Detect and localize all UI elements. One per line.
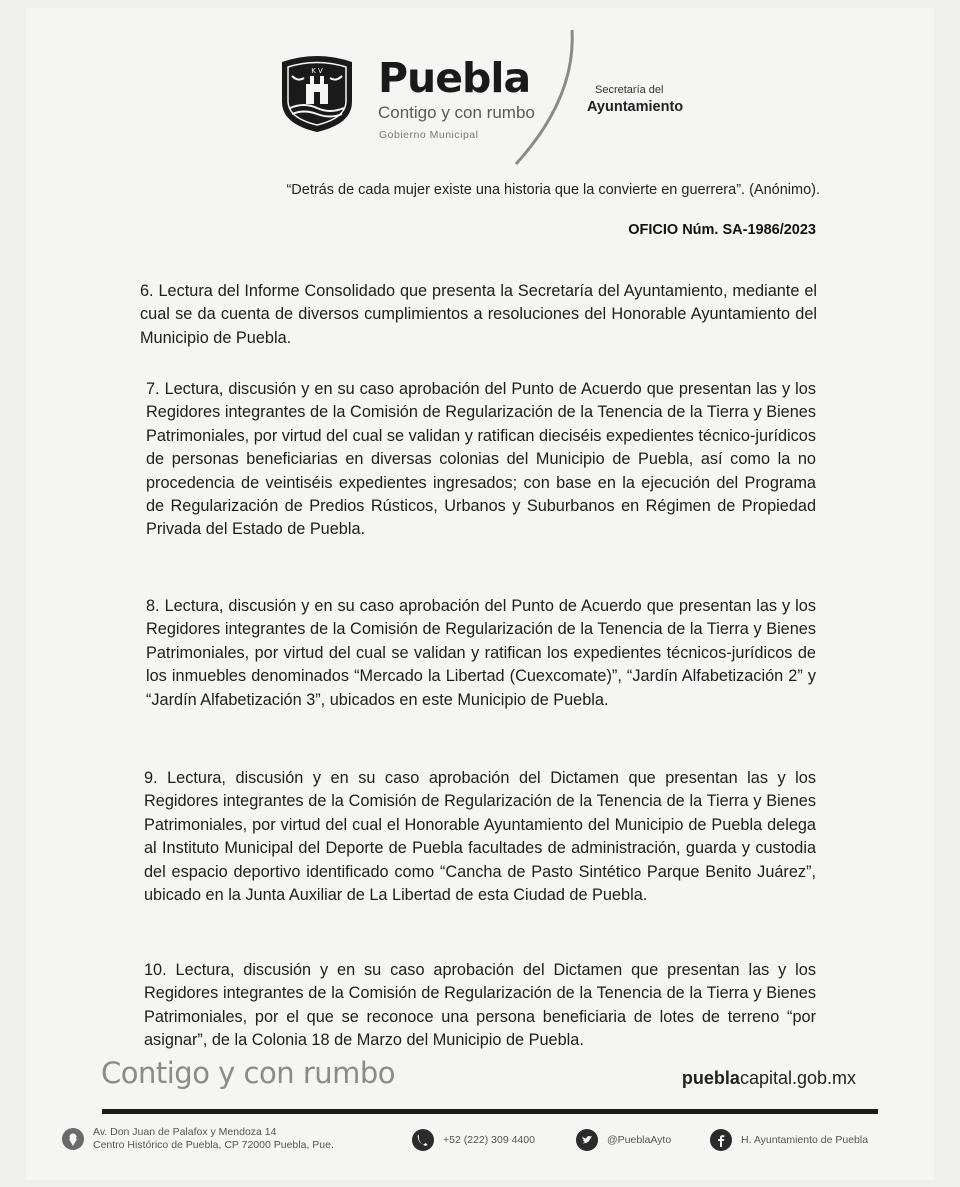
phone-number: +52 (222) 309 4400 bbox=[443, 1134, 535, 1146]
twitter-handle: @PueblaAyto bbox=[607, 1134, 672, 1146]
agenda-item-8: 8. Lectura, discusión y en su caso aprobación del Punto de Acuerdo que presentan las y los Regidores integrantes de la Comisión de Regularización de la Tenencia de la Tierra y Bienes Patrimoniales, por virtud del cual se validan y ratifican los expedientes técnicos-jurídicos de los inmuebles denominados “Mercado la Libertad (Cuexcomate)”, “Jardín Alfabetización 2” y “Jardín Alfabetización 3”, ubicados en este Municipio de Puebla. bbox=[146, 597, 816, 709]
agenda-item-6: 6. Lectura del Informe Consolidado que presenta la Secretaría del Ayuntamiento, mediante el cual se da cuenta de diversos cumplimientos a resoluciones del Honorable Ayuntamiento del Municipio de Puebla. bbox=[140, 282, 817, 347]
facebook-page: H. Ayuntamiento de Puebla bbox=[741, 1134, 869, 1146]
phone-icon bbox=[412, 1129, 434, 1151]
document-page bbox=[26, 8, 934, 1180]
footer-facebook[interactable] bbox=[710, 1129, 868, 1151]
ayuntamiento-label: Ayuntamiento bbox=[587, 99, 684, 115]
address-line-2: Centro Histórico de Puebla, CP 72000 Puebla, Pue. bbox=[93, 1139, 334, 1151]
city-crest-logo bbox=[276, 52, 358, 134]
footer-twitter[interactable] bbox=[576, 1129, 671, 1151]
brand-title: Puebla bbox=[378, 54, 531, 102]
footer-phone bbox=[412, 1129, 535, 1151]
twitter-icon bbox=[576, 1129, 598, 1151]
facebook-icon bbox=[710, 1129, 732, 1151]
agenda-item-10: 10. Lectura, discusión y en su caso aprobación del Dictamen que presentan las y los Regidores integrantes de la Comisión de Regularización de la Tenencia de la Tierra y Bienes Patrimoniales, por el que se reconoce una persona beneficiaria de lotes de terreno “por asignar”, de la Colonia 18 de Marzo del Municipio de Puebla. bbox=[144, 961, 816, 1050]
website-rest-part: capital.gob.mx bbox=[739, 1068, 856, 1088]
footer-slogan: Contigo y con rumbo bbox=[101, 1056, 396, 1090]
oficio-number: OFICIO Núm. SA-1986/2023 bbox=[628, 222, 816, 238]
location-pin-icon bbox=[62, 1128, 84, 1150]
brand-slogan: Contigo y con rumbo bbox=[378, 103, 535, 122]
secretaria-label: Secretaría del bbox=[595, 84, 664, 96]
footer-address bbox=[62, 1126, 334, 1152]
agenda-item-7: 7. Lectura, discusión y en su caso aprobación del Punto de Acuerdo que presentan las y los Regidores integrantes de la Comisión de Regularización de la Tenencia de la Tierra y Bienes Patrimoniales, por virtud del cual se validan y ratifican dieciséis expedientes técnico-jurídicos de personas beneficiarias en diversas colonias del Municipio de Puebla, así como la no procedencia de veintiséis expedientes ingresados; con base en la ejecución del Programa de Regularización de Predios Rústicos, Urbanos y Suburbanos en Régimen de Propiedad Privada del Estado de Puebla. bbox=[146, 380, 816, 539]
header-divider-swoosh bbox=[510, 28, 580, 168]
footer-divider bbox=[102, 1109, 878, 1114]
address-line-1: Av. Don Juan de Palafox y Mendoza 14 bbox=[93, 1126, 277, 1138]
website-bold-part: puebla bbox=[681, 1068, 740, 1088]
epigraph-quote: “Detrás de cada mujer existe una historia que la convierte en guerrera”. (Anónimo). bbox=[286, 182, 820, 198]
brand-government-label: Gobierno Municipal bbox=[379, 129, 479, 141]
agenda-item-9: 9. Lectura, discusión y en su caso aprobación del Dictamen que presentan las y los Regidores integrantes de la Comisión de Regularización de la Tenencia de la Tierra y Bienes Patrimoniales, por virtud del cual el Honorable Ayuntamiento del Municipio de Puebla delega al Instituto Municipal del Deporte de Puebla facultades de administración, guarda y custodia del espacio deportivo identificado como “Cancha de Pasto Sintético Parque Benito Juárez”, ubicado en la Junta Auxiliar de La Libertad de esta Ciudad de Puebla. bbox=[144, 769, 816, 905]
crest-monogram: K V bbox=[311, 67, 323, 75]
footer-website[interactable] bbox=[682, 1068, 856, 1089]
